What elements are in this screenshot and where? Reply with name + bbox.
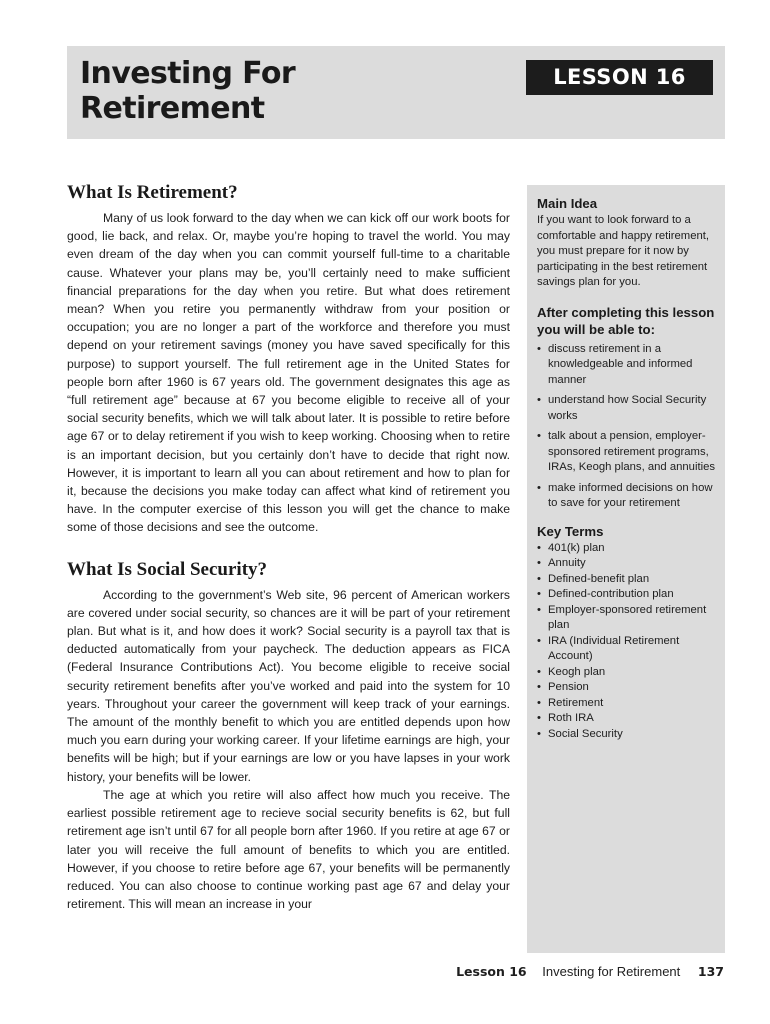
paragraph: The age at which you retire will also affect how much you receive. The earliest possible retirement age to recieve social security benefits is 62, but full retirement age isn’t until 67 for all people born after 1960. If you retire at age 67 or later you will receive the full amount of benefits to which you are entitled. However, if you choose to retire before age 67, your benefits will be permanently reduced. You can also choose to continue working past age 67 and delay your retirement. This will mean an increase in your — [67, 787, 510, 912]
page-title — [80, 56, 295, 126]
section-heading-social-security: What Is Social Security? — [67, 558, 268, 580]
key-term-item: • Retirement — [537, 696, 716, 712]
objective-item: • understand how Social Security works — [537, 393, 716, 424]
key-term-item: • IRA (Individual Retirement Account) — [537, 634, 716, 665]
objectives-list — [537, 342, 716, 512]
paragraph: Many of us look forward to the day when we can kick off our work boots for good, lie back, and relax. Or, maybe you’re hoping to travel the world. You may even dream of the day when you can commit yourself full-time to a charitable cause. Whatever your plans may be, you’ll certainly need to make sufficient financial preparations for the day when you retire. But what does retirement mean? When you retire you permanently withdraw from your position or occupation; you are no longer a part of the workforce and therefore you must depend on your retirement savings (money you have saved specifically for this purpose) to support yourself. The full retirement age in the United States for people born after 1960 is 67 years old. The government designates this age as “full retirement age” because at 67 you become eligible to receive all of your social security benefits, which we will talk about later. It is possible to retire before age 67 or to delay retirement if you wish to keep working. Choosing when to retire is an important decision, but you certainly don’t have to decide that right now. However, it is important to learn all you can about retirement and how to plan for it, because the decisions you make today can affect what kind of retirement you have. In the computer exercise of this lesson you will get the chance to make some of those decisions and see the outcome. — [67, 211, 510, 535]
key-term-item: • Keogh plan — [537, 665, 716, 681]
section-heading-retirement: What Is Retirement? — [67, 182, 238, 203]
key-terms-heading: Key Terms — [537, 523, 604, 539]
key-term-item: • Employer-sponsored retirement plan — [537, 603, 716, 634]
lesson-badge: LESSON 16 — [526, 60, 713, 95]
footer-title: Investing for Retirement — [542, 964, 681, 979]
main-idea-text: If you want to look forward to a comfortable and happy retirement, you must prepare for it now by participating in the best retirement savings plan for you. — [537, 214, 710, 288]
key-term-item: • Pension — [537, 680, 716, 696]
page-title-line1: Investing For — [80, 56, 296, 91]
page-header — [67, 46, 725, 139]
page-footer — [456, 963, 724, 981]
objective-item: • make informed decisions on how to save for your retirement — [537, 481, 716, 512]
key-term-item: • Roth IRA — [537, 711, 716, 727]
key-term-item: • 401(k) plan — [537, 541, 716, 557]
page-number: 137 — [697, 964, 724, 979]
sidebar-panel — [527, 185, 725, 953]
objectives-heading: After completing this lesson you will be able to: — [537, 304, 715, 337]
main-idea-heading: Main Idea — [537, 196, 598, 211]
footer-lesson-label: Lesson 16 — [456, 964, 527, 979]
objective-item: • talk about a pension, employer-sponsored retirement programs, IRAs, Keogh plans, and annuities — [537, 429, 716, 476]
key-term-item: • Defined-benefit plan — [537, 572, 716, 588]
main-column — [67, 182, 510, 913]
key-term-item: • Annuity — [537, 556, 716, 572]
page-title-line2: Retirement — [80, 91, 265, 126]
objective-item: • discuss retirement in a knowledgeable and informed manner — [537, 342, 716, 389]
key-term-item: • Social Security — [537, 727, 716, 743]
paragraph: According to the government’s Web site, 96 percent of American workers are covered under social security, so chances are it will be part of your retirement plan. But what is it, and how does it work? Social security is a payroll tax that is deducted automatically from your paycheck. The deduction appears as FICA (Federal Insurance Contributions Act). You become eligible to receive social security retirement benefits after you’ve worked and paid into the system for 10 years. Throughout your career the government will keep track of your earnings. The amount of the monthly benefit to which you are entitled depends upon how much you earn during your working career. If your lifetime earnings are high, your benefits will be high; but if your earnings are low or you have lapses in your work history, your benefits will be lower. — [67, 587, 510, 784]
key-terms-list — [537, 541, 716, 743]
key-term-item: • Defined-contribution plan — [537, 587, 716, 603]
